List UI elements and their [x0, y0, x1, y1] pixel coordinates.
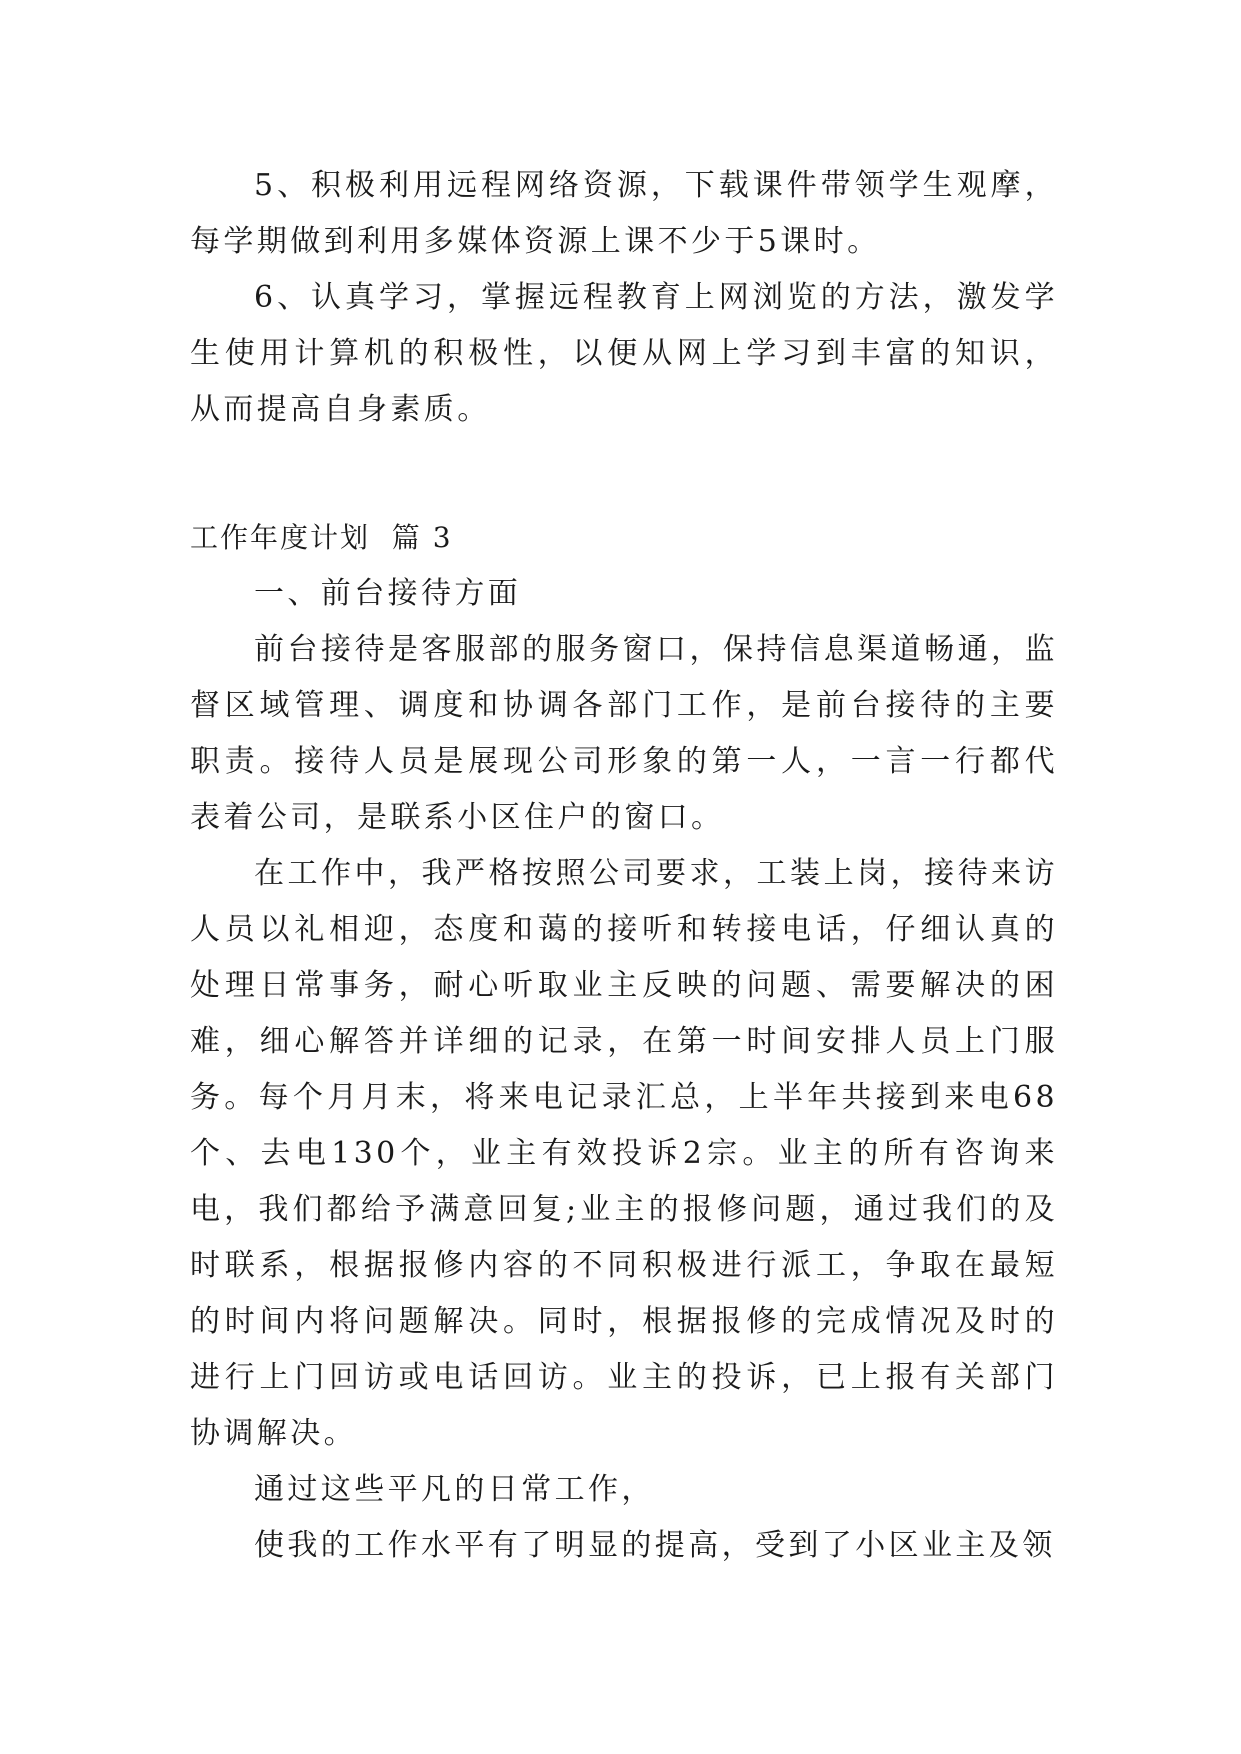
document-page: [190, 158, 1058, 1574]
paragraph-work-details: 在工作中，我严格按照公司要求，工装上岗，接待来访人员以礼相迎，态度和蔼的接听和转接电话，仔细认真的处理日常事务，耐心听取业主反映的问题、需要解决的困难，细心解答并详细的记录，在第一时间安排人员上门服务。每个月月末，将来电记录汇总，上半年共接到来电68个、去电130个，业主有效投诉2宗。业主的所有咨询来电，我们都给予满意回复;业主的报修问题，通过我们的及时联系，根据报修内容的不同积极进行派工，争取在最短的时间内将问题解决。同时，根据报修的完成情况及时的进行上门回访或电话回访。业主的投诉，已上报有关部门协调解决。: [190, 856, 1058, 1451]
list-item-5: 5、积极利用远程网络资源，下载课件带领学生观摩，每学期做到利用多媒体资源上课不少于5课时。: [190, 168, 1058, 259]
paragraph-improvement: 使我的工作水平有了明显的提高，受到了小区业主及领: [254, 1528, 1056, 1563]
list-item-6: 6、认真学习，掌握远程教育上网浏览的方法，激发学生使用计算机的积极性，以便从网上学习到丰富的知识，从而提高自身素质。: [190, 280, 1058, 427]
paragraph-daily-work: 通过这些平凡的日常工作，: [254, 1472, 655, 1507]
subsection-heading: 一、前台接待方面: [254, 576, 522, 611]
paragraph-reception-duties: 前台接待是客服部的服务窗口，保持信息渠道畅通，监督区域管理、调度和协调各部门工作，是前台接待的主要职责。接待人员是展现公司形象的第一人，一言一行都代表着公司，是联系小区住户的窗口。: [190, 632, 1058, 835]
section-heading: 工作年度计划 篇 3: [190, 521, 453, 554]
